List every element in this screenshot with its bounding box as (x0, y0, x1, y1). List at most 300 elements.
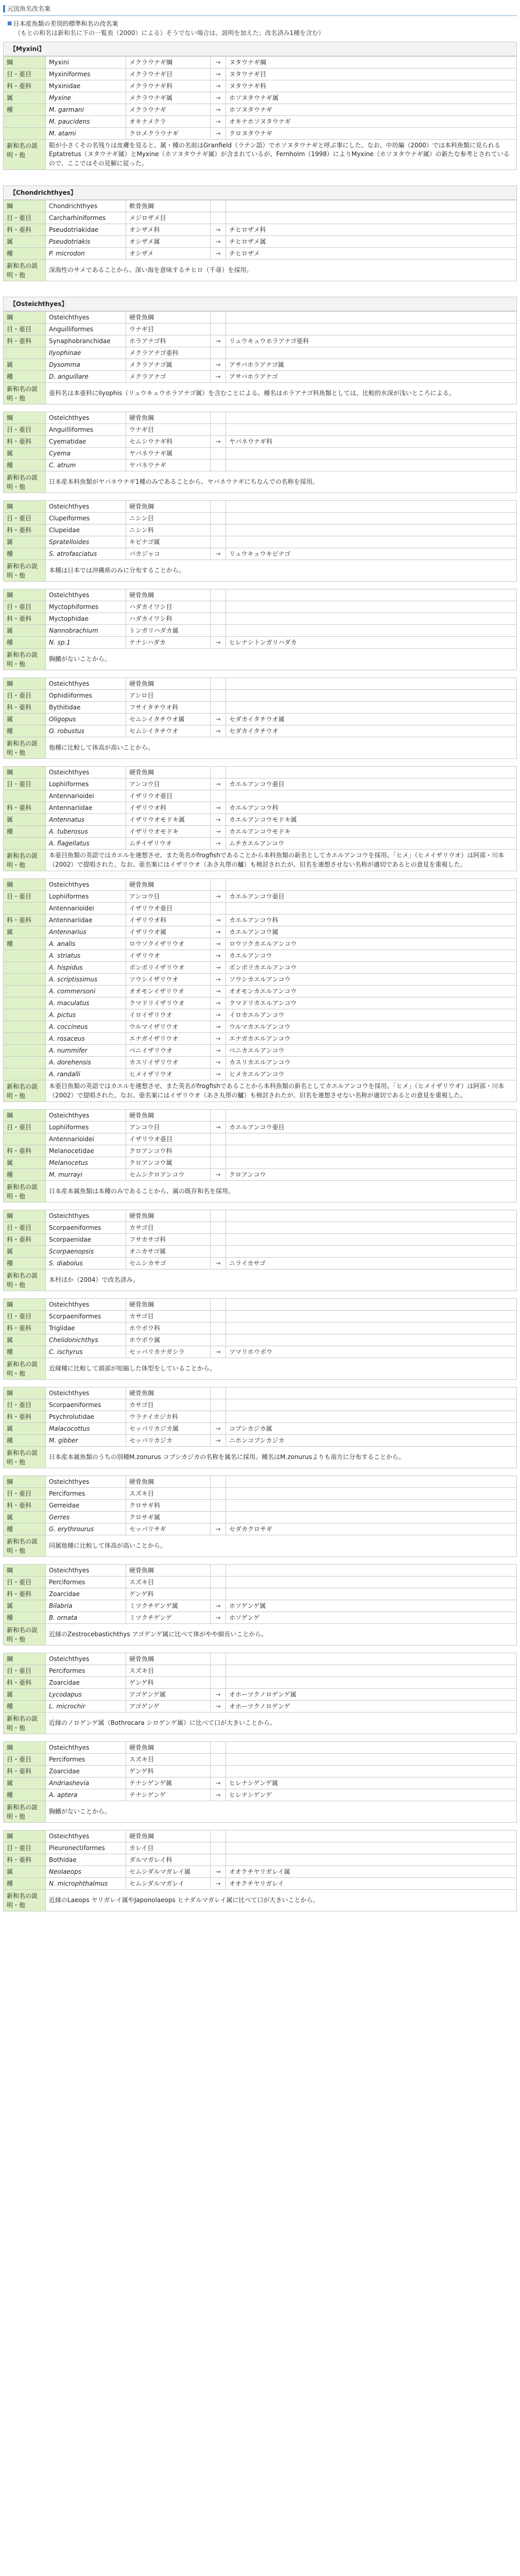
japanese-name-cell: 硬骨魚綱 (126, 1110, 211, 1122)
rank-cell: 目・亜目 (4, 212, 46, 224)
japanese-name-cell: アシロ目 (126, 690, 211, 702)
table-row (4, 1742, 517, 1754)
scientific-name-cell: Lophiiformes (46, 778, 126, 790)
new-japanese-name-cell (226, 601, 517, 613)
rank-cell: 属 (4, 926, 46, 938)
table-row (4, 938, 517, 950)
arrow-icon: → (211, 92, 226, 104)
arrow-icon (211, 1512, 226, 1523)
scientific-name-cell: Osteichthyes (46, 312, 126, 324)
arrow-icon: → (211, 986, 226, 997)
japanese-name-cell: ゲンゲ科 (126, 1677, 211, 1689)
remark-text: 本種は日本では沖縄県のみに分布することから。 (46, 560, 517, 582)
scientific-name-cell: A. pictus (46, 1009, 126, 1021)
table-row (4, 903, 517, 914)
new-japanese-name-cell (226, 212, 517, 224)
table-row (4, 57, 517, 69)
arrow-icon (211, 625, 226, 637)
new-japanese-name-cell: ニライカサゴ (226, 1258, 517, 1269)
scientific-name-cell: Spratelloides (46, 536, 126, 548)
arrow-icon: → (211, 778, 226, 790)
rank-cell: 種 (4, 1169, 46, 1181)
japanese-name-cell: クロサギ属 (126, 1512, 211, 1523)
arrow-icon (211, 1588, 226, 1600)
table-row (4, 1754, 517, 1766)
rank-cell: 種 (4, 104, 46, 116)
table-row (4, 347, 517, 359)
japanese-name-cell: ホラアナゴ科 (126, 335, 211, 347)
table-row (4, 589, 517, 601)
rank-cell: 科・亜科 (4, 1588, 46, 1600)
new-japanese-name-cell (226, 690, 517, 702)
japanese-name-cell: バカジャコ (126, 548, 211, 560)
japanese-name-cell: イザリウオ科 (126, 802, 211, 814)
arrow-icon (211, 1565, 226, 1577)
remark-label: 新和名の説明・他 (4, 1269, 46, 1291)
table-row (4, 891, 517, 903)
arrow-icon: → (211, 725, 226, 737)
group-spacer (3, 873, 517, 878)
rank-cell: 種 (4, 1346, 46, 1358)
table-row (4, 1323, 517, 1334)
arrow-icon: → (211, 548, 226, 560)
new-japanese-name-cell: アサバホラアナゴ (226, 371, 517, 383)
scientific-name-cell: Psychrolutidae (46, 1411, 126, 1423)
table-row (4, 1145, 517, 1157)
remark-text: 眼が小さくその名残りは皮膚を見ると、属・種の名前はGranfield（ラテン語）でホソヌタウナギと呼ぶ事にした。なお、中坊編（2000）では本科魚類に見られるEptatretus（ヌタウナギ属）とMyxine（ホソヌタウナギ属）が含まれているが、Fernholm（1998）によりMyxine（ホソヌタウナギ属）の新たな参考とされているので、ここではその見解に従った。 (46, 140, 517, 170)
rank-cell: 種 (4, 1612, 46, 1624)
remark-label: 新和名の説明・他 (4, 1358, 46, 1380)
bullet-icon: ■ (7, 21, 12, 26)
scientific-name-cell: Lycodapus (46, 1689, 126, 1701)
table-row (4, 702, 517, 714)
scientific-name-cell: Myxine (46, 92, 126, 104)
table-row (4, 1133, 517, 1145)
japanese-name-cell: 硬骨魚綱 (126, 1565, 211, 1577)
table-row (4, 986, 517, 997)
japanese-name-cell: ミツクチゲンゲ属 (126, 1600, 211, 1612)
remark-text: 同属他種に比較して体高が高いことから。 (46, 1535, 517, 1557)
table-row (4, 1523, 517, 1535)
scientific-name-cell: Perciformes (46, 1754, 126, 1766)
rank-cell: 綱 (4, 412, 46, 424)
rank-cell: 種 (4, 637, 46, 649)
scientific-name-cell: Bythitidae (46, 702, 126, 714)
scientific-name-cell: S. atrofasciatus (46, 548, 126, 560)
scientific-name-cell: Osteichthyes (46, 1210, 126, 1222)
japanese-name-cell: ウナギ目 (126, 324, 211, 335)
table-row (4, 69, 517, 80)
scientific-name-cell: Antennariidae (46, 914, 126, 926)
table-row (4, 767, 517, 778)
new-japanese-name-cell: オオクチヤリガレイ属 (226, 1866, 517, 1878)
japanese-name-cell: 硬骨魚綱 (126, 589, 211, 601)
arrow-icon (211, 501, 226, 513)
intro-note: （もとの和名は新和名に下の一覧表（2000）による）そうでない場合は、説明を加えた；改名済み1種を含む） (14, 29, 325, 37)
group-spacer (3, 1648, 517, 1653)
scientific-name-cell: Antennarioidei (46, 903, 126, 914)
scientific-name-cell: Antennariidae (46, 802, 126, 814)
japanese-name-cell: エナガイザリウオ (126, 1033, 211, 1045)
table-row (4, 1110, 517, 1122)
arrow-icon: → (211, 826, 226, 838)
japanese-name-cell: ソウシイザリウオ (126, 974, 211, 986)
rank-cell (4, 347, 46, 359)
page-header (3, 3, 517, 16)
japanese-name-cell: アンコウ目 (126, 1122, 211, 1133)
scientific-name-cell: A. nummifer (46, 1045, 126, 1057)
table-row (4, 1122, 517, 1133)
scientific-name-cell: A. randalli (46, 1069, 126, 1080)
rank-cell: 目・亜目 (4, 1754, 46, 1766)
table-row (4, 312, 517, 324)
scientific-name-cell: Cyema (46, 448, 126, 460)
scientific-name-cell: A. hispidus (46, 962, 126, 974)
scientific-name-cell: Gerreidae (46, 1500, 126, 1512)
arrow-icon: → (211, 359, 226, 371)
arrow-icon (211, 312, 226, 324)
rank-cell (4, 1021, 46, 1033)
japanese-name-cell: 硬骨魚綱 (126, 1210, 211, 1222)
table-row (4, 1600, 517, 1612)
scientific-name-cell: S. diabolus (46, 1258, 126, 1269)
japanese-name-cell: セッパリサギ (126, 1523, 211, 1535)
rank-cell: 科・亜科 (4, 524, 46, 536)
new-japanese-name-cell (226, 1476, 517, 1488)
japanese-name-cell: トンガリハダカ属 (126, 625, 211, 637)
group-spacer (3, 406, 517, 412)
group-spacer (3, 172, 517, 177)
rank-cell (4, 1057, 46, 1069)
rank-cell: 種 (4, 1435, 46, 1447)
arrow-icon (211, 903, 226, 914)
remark-row (4, 140, 517, 170)
arrow-icon (211, 524, 226, 536)
japanese-name-cell: メクラウナギ綱 (126, 57, 211, 69)
new-japanese-name-cell: セダカイタチウオ (226, 725, 517, 737)
table-row (4, 1766, 517, 1777)
remark-row (4, 737, 517, 759)
scientific-name-cell: Perciformes (46, 1665, 126, 1677)
arrow-icon (211, 412, 226, 424)
name-change-table (3, 677, 517, 759)
japanese-name-cell: クロアンコウ属 (126, 1157, 211, 1169)
arrow-icon (211, 613, 226, 625)
rank-cell (4, 790, 46, 802)
scientific-name-cell: Synaphobranchidae (46, 335, 126, 347)
name-change-table (3, 500, 517, 582)
japanese-name-cell: メクラウナギ目 (126, 69, 211, 80)
remark-label: 新和名の説明・他 (4, 1181, 46, 1202)
arrow-icon (211, 1831, 226, 1842)
table-row (4, 1311, 517, 1323)
taxon-section (3, 42, 517, 177)
intro-line (7, 19, 517, 28)
scientific-name-cell: Melanocetus (46, 1157, 126, 1169)
name-change-table (3, 412, 517, 493)
rank-cell: 綱 (4, 767, 46, 778)
japanese-name-cell: テナシゲンゲ属 (126, 1777, 211, 1789)
arrow-icon: → (211, 637, 226, 649)
scientific-name-cell: M. gibber (46, 1435, 126, 1447)
scientific-name-cell: Lophiiformes (46, 891, 126, 903)
new-japanese-name-cell: カエルアンコウ亜目 (226, 1122, 517, 1133)
remark-row (4, 260, 517, 281)
new-japanese-name-cell (226, 200, 517, 212)
scientific-name-cell: M. atami (46, 128, 126, 140)
rank-cell: 種 (4, 1878, 46, 1890)
new-japanese-name-cell: エナガカエルアンコウ (226, 1033, 517, 1045)
japanese-name-cell: メクラアナゴ (126, 371, 211, 383)
table-row (4, 1831, 517, 1842)
table-row (4, 1653, 517, 1665)
remark-row (4, 560, 517, 582)
rank-cell: 目・亜目 (4, 1122, 46, 1133)
new-japanese-name-cell: リュウキュウホラアナゴ亜科 (226, 335, 517, 347)
arrow-icon (211, 1222, 226, 1234)
rank-cell: 綱 (4, 57, 46, 69)
arrow-icon (211, 1387, 226, 1399)
japanese-name-cell: ホウボウ科 (126, 1323, 211, 1334)
table-row (4, 1565, 517, 1577)
arrow-icon: → (211, 1789, 226, 1801)
arrow-icon (211, 678, 226, 690)
remark-label: 新和名の説明・他 (4, 850, 46, 871)
japanese-name-cell: オオモンイザリウオ (126, 986, 211, 997)
new-japanese-name-cell: オオモンカエルアンコウ (226, 986, 517, 997)
table-row (4, 601, 517, 613)
arrow-icon: → (211, 80, 226, 92)
scientific-name-cell: A. coccineus (46, 1021, 126, 1033)
scientific-name-cell: Clupeiformes (46, 513, 126, 524)
rank-cell: 科・亜科 (4, 1411, 46, 1423)
new-japanese-name-cell: クロアンコウ (226, 1169, 517, 1181)
arrow-icon: → (211, 997, 226, 1009)
japanese-name-cell: セムシダルマガレイ (126, 1878, 211, 1890)
japanese-name-cell: フサイタチウオ科 (126, 702, 211, 714)
rank-cell: 属 (4, 536, 46, 548)
japanese-name-cell: カスリイザリウオ (126, 1057, 211, 1069)
table-row (4, 1500, 517, 1512)
japanese-name-cell: 硬骨魚綱 (126, 1476, 211, 1488)
new-japanese-name-cell (226, 1387, 517, 1399)
new-japanese-name-cell: ヒレナシゲンゲ属 (226, 1777, 517, 1789)
japanese-name-cell: セムシカサゴ (126, 1258, 211, 1269)
japanese-name-cell: スズキ目 (126, 1577, 211, 1588)
japanese-name-cell: イザリウオ (126, 950, 211, 962)
new-japanese-name-cell: ヌタウナギ綱 (226, 57, 517, 69)
arrow-icon (211, 1500, 226, 1512)
remark-row (4, 1801, 517, 1823)
new-japanese-name-cell (226, 1854, 517, 1866)
table-row (4, 1577, 517, 1588)
arrow-icon (211, 536, 226, 548)
scientific-name-cell: Pseudotriakis (46, 236, 126, 248)
new-japanese-name-cell (226, 1588, 517, 1600)
new-japanese-name-cell: リュウキュウキビナゴ (226, 548, 517, 560)
new-japanese-name-cell (226, 1411, 517, 1423)
table-row (4, 1021, 517, 1033)
arrow-icon: → (211, 1866, 226, 1878)
arrow-icon (211, 767, 226, 778)
rank-cell: 目・亜目 (4, 1577, 46, 1588)
japanese-name-cell: カサゴ目 (126, 1222, 211, 1234)
arrow-icon (211, 1323, 226, 1334)
rank-cell (4, 974, 46, 986)
scientific-name-cell: Ophidiiformes (46, 690, 126, 702)
rank-cell: 科・亜科 (4, 1677, 46, 1689)
table-row (4, 1069, 517, 1080)
scientific-name-cell: Andriashevia (46, 1777, 126, 1789)
japanese-name-cell: アンコウ目 (126, 778, 211, 790)
table-row (4, 1854, 517, 1866)
new-japanese-name-cell: ボンボリカエルアンコウ (226, 962, 517, 974)
new-japanese-name-cell: ヌタウナギ科 (226, 80, 517, 92)
rank-cell: 目・亜目 (4, 1842, 46, 1854)
table-row (4, 412, 517, 424)
remark-text: 胸鰭がないことから。 (46, 1801, 517, 1823)
rank-cell: 種 (4, 1789, 46, 1801)
table-row (4, 814, 517, 826)
table-row (4, 513, 517, 524)
rank-cell: 属 (4, 1334, 46, 1346)
table-row (4, 536, 517, 548)
scientific-name-cell: M. murrayi (46, 1169, 126, 1181)
remark-text: 亜科名は本亜科にIlyophis（リュウキュウホラアナゴ属）を含むことによる。種名はホラアナゴ科魚類としては、比較的水深が浅いところによる。 (46, 383, 517, 404)
scientific-name-cell: Bilabria (46, 1600, 126, 1612)
new-japanese-name-cell (226, 501, 517, 513)
new-japanese-name-cell (226, 1831, 517, 1842)
arrow-icon (211, 1411, 226, 1423)
group-spacer (3, 1382, 517, 1387)
remark-row (4, 1624, 517, 1646)
rank-cell: 科・亜科 (4, 914, 46, 926)
table-row (4, 1210, 517, 1222)
scientific-name-cell: C. atrum (46, 460, 126, 471)
japanese-name-cell: 硬骨魚綱 (126, 879, 211, 891)
japanese-name-cell: セッパリカナガシラ (126, 1346, 211, 1358)
new-japanese-name-cell: ホソゲンゲ属 (226, 1600, 517, 1612)
scientific-name-cell: Antennarioidei (46, 790, 126, 802)
scientific-name-cell: B. ornata (46, 1612, 126, 1624)
new-japanese-name-cell (226, 1488, 517, 1500)
arrow-icon: → (211, 335, 226, 347)
remark-row (4, 1535, 517, 1557)
arrow-icon: → (211, 1069, 226, 1080)
rank-cell: 綱 (4, 1476, 46, 1488)
scientific-name-cell: Osteichthyes (46, 412, 126, 424)
japanese-name-cell: クロアンコウ科 (126, 1145, 211, 1157)
table-row (4, 914, 517, 926)
table-row (4, 359, 517, 371)
rank-cell: 目・亜目 (4, 601, 46, 613)
new-japanese-name-cell (226, 1399, 517, 1411)
scientific-name-cell: Scorpaeniformes (46, 1222, 126, 1234)
scientific-name-cell: A. maculatus (46, 997, 126, 1009)
name-change-table (3, 1741, 517, 1823)
new-japanese-name-cell: チヒロザメ科 (226, 224, 517, 236)
arrow-icon: → (211, 950, 226, 962)
remark-text: 胸鰭がないことから。 (46, 649, 517, 670)
scientific-name-cell: L. microchir (46, 1701, 126, 1713)
rank-cell: 科・亜科 (4, 1766, 46, 1777)
scientific-name-cell: Scorpaenopsis (46, 1246, 126, 1258)
remark-label: 新和名の説明・他 (4, 1890, 46, 1911)
table-row (4, 1677, 517, 1689)
rank-cell: 属 (4, 1423, 46, 1435)
arrow-icon: → (211, 224, 226, 236)
scientific-name-cell: Osteichthyes (46, 1387, 126, 1399)
japanese-name-cell: カレイ目 (126, 1842, 211, 1854)
new-japanese-name-cell: カエルアンコウ科 (226, 914, 517, 926)
scientific-name-cell: Lophiiformes (46, 1122, 126, 1133)
new-japanese-name-cell (226, 1133, 517, 1145)
arrow-icon: → (211, 1258, 226, 1269)
table-row (4, 997, 517, 1009)
rank-cell: 科・亜科 (4, 613, 46, 625)
scientific-name-cell: Zoarcidae (46, 1677, 126, 1689)
scientific-name-cell: Malacocottus (46, 1423, 126, 1435)
table-row (4, 460, 517, 471)
remark-row (4, 1358, 517, 1380)
remark-text: 本亜目魚類の英語ではカエルを連想させ、また英名がfrogfishであることから本科魚類の新名としてカエルアンコウを採用。「ヒメ」（ヒメイザリウオ）は阿部・川本（2002）で提唱された。なお、亜名案にはイザリウオ（あさ丸帯の鱸）も検討されたが、旧名を連想させない名称が適切であるとの意見を重視した。 (46, 1080, 517, 1102)
rank-cell: 種 (4, 548, 46, 560)
japanese-name-cell: メクラウナギ (126, 104, 211, 116)
rank-cell: 属 (4, 92, 46, 104)
new-japanese-name-cell: カエルアンコウモドキ (226, 826, 517, 838)
scientific-name-cell: Perciformes (46, 1488, 126, 1500)
table-row (4, 1246, 517, 1258)
scientific-name-cell: Osteichthyes (46, 879, 126, 891)
table-row (4, 212, 517, 224)
new-japanese-name-cell: オオクチヤリガレイ (226, 1878, 517, 1890)
table-row (4, 1045, 517, 1057)
japanese-name-cell: ウラナイカジカ科 (126, 1411, 211, 1423)
rank-cell (4, 986, 46, 997)
arrow-icon: → (211, 69, 226, 80)
table-row (4, 1789, 517, 1801)
japanese-name-cell: ハダカイワシ科 (126, 613, 211, 625)
table-row (4, 1169, 517, 1181)
scientific-name-cell: A. analis (46, 938, 126, 950)
japanese-name-cell: イザリウオモドキ (126, 826, 211, 838)
scientific-name-cell: G. erythrourus (46, 1523, 126, 1535)
table-row (4, 826, 517, 838)
remark-label: 新和名の説明・他 (4, 1447, 46, 1468)
scientific-name-cell: A. dorehensis (46, 1057, 126, 1069)
new-japanese-name-cell: セダカクロサギ (226, 1523, 517, 1535)
rank-cell: 属 (4, 359, 46, 371)
remark-row (4, 1269, 517, 1291)
japanese-name-cell: アンコウ目 (126, 891, 211, 903)
japanese-name-cell: イザリウオモドキ属 (126, 814, 211, 826)
rank-cell: 属 (4, 1246, 46, 1258)
new-japanese-name-cell (226, 1145, 517, 1157)
japanese-name-cell: ボンボリイザリウオ (126, 962, 211, 974)
name-change-table (3, 878, 517, 1102)
arrow-icon: → (211, 974, 226, 986)
rank-cell: 種 (4, 826, 46, 838)
arrow-icon: → (211, 1346, 226, 1358)
table-row (4, 448, 517, 460)
table-row (4, 1057, 517, 1069)
remark-text: 近縁のLaeops ヤリガレイ属やJaponolaeops ヒナダルマガレイ属に比べて口が大きいことから。 (46, 1890, 517, 1911)
table-row (4, 950, 517, 962)
name-change-table (3, 311, 517, 404)
scientific-name-cell: Osteichthyes (46, 1831, 126, 1842)
scientific-name-cell: Ilyophinae (46, 347, 126, 359)
arrow-icon (211, 347, 226, 359)
